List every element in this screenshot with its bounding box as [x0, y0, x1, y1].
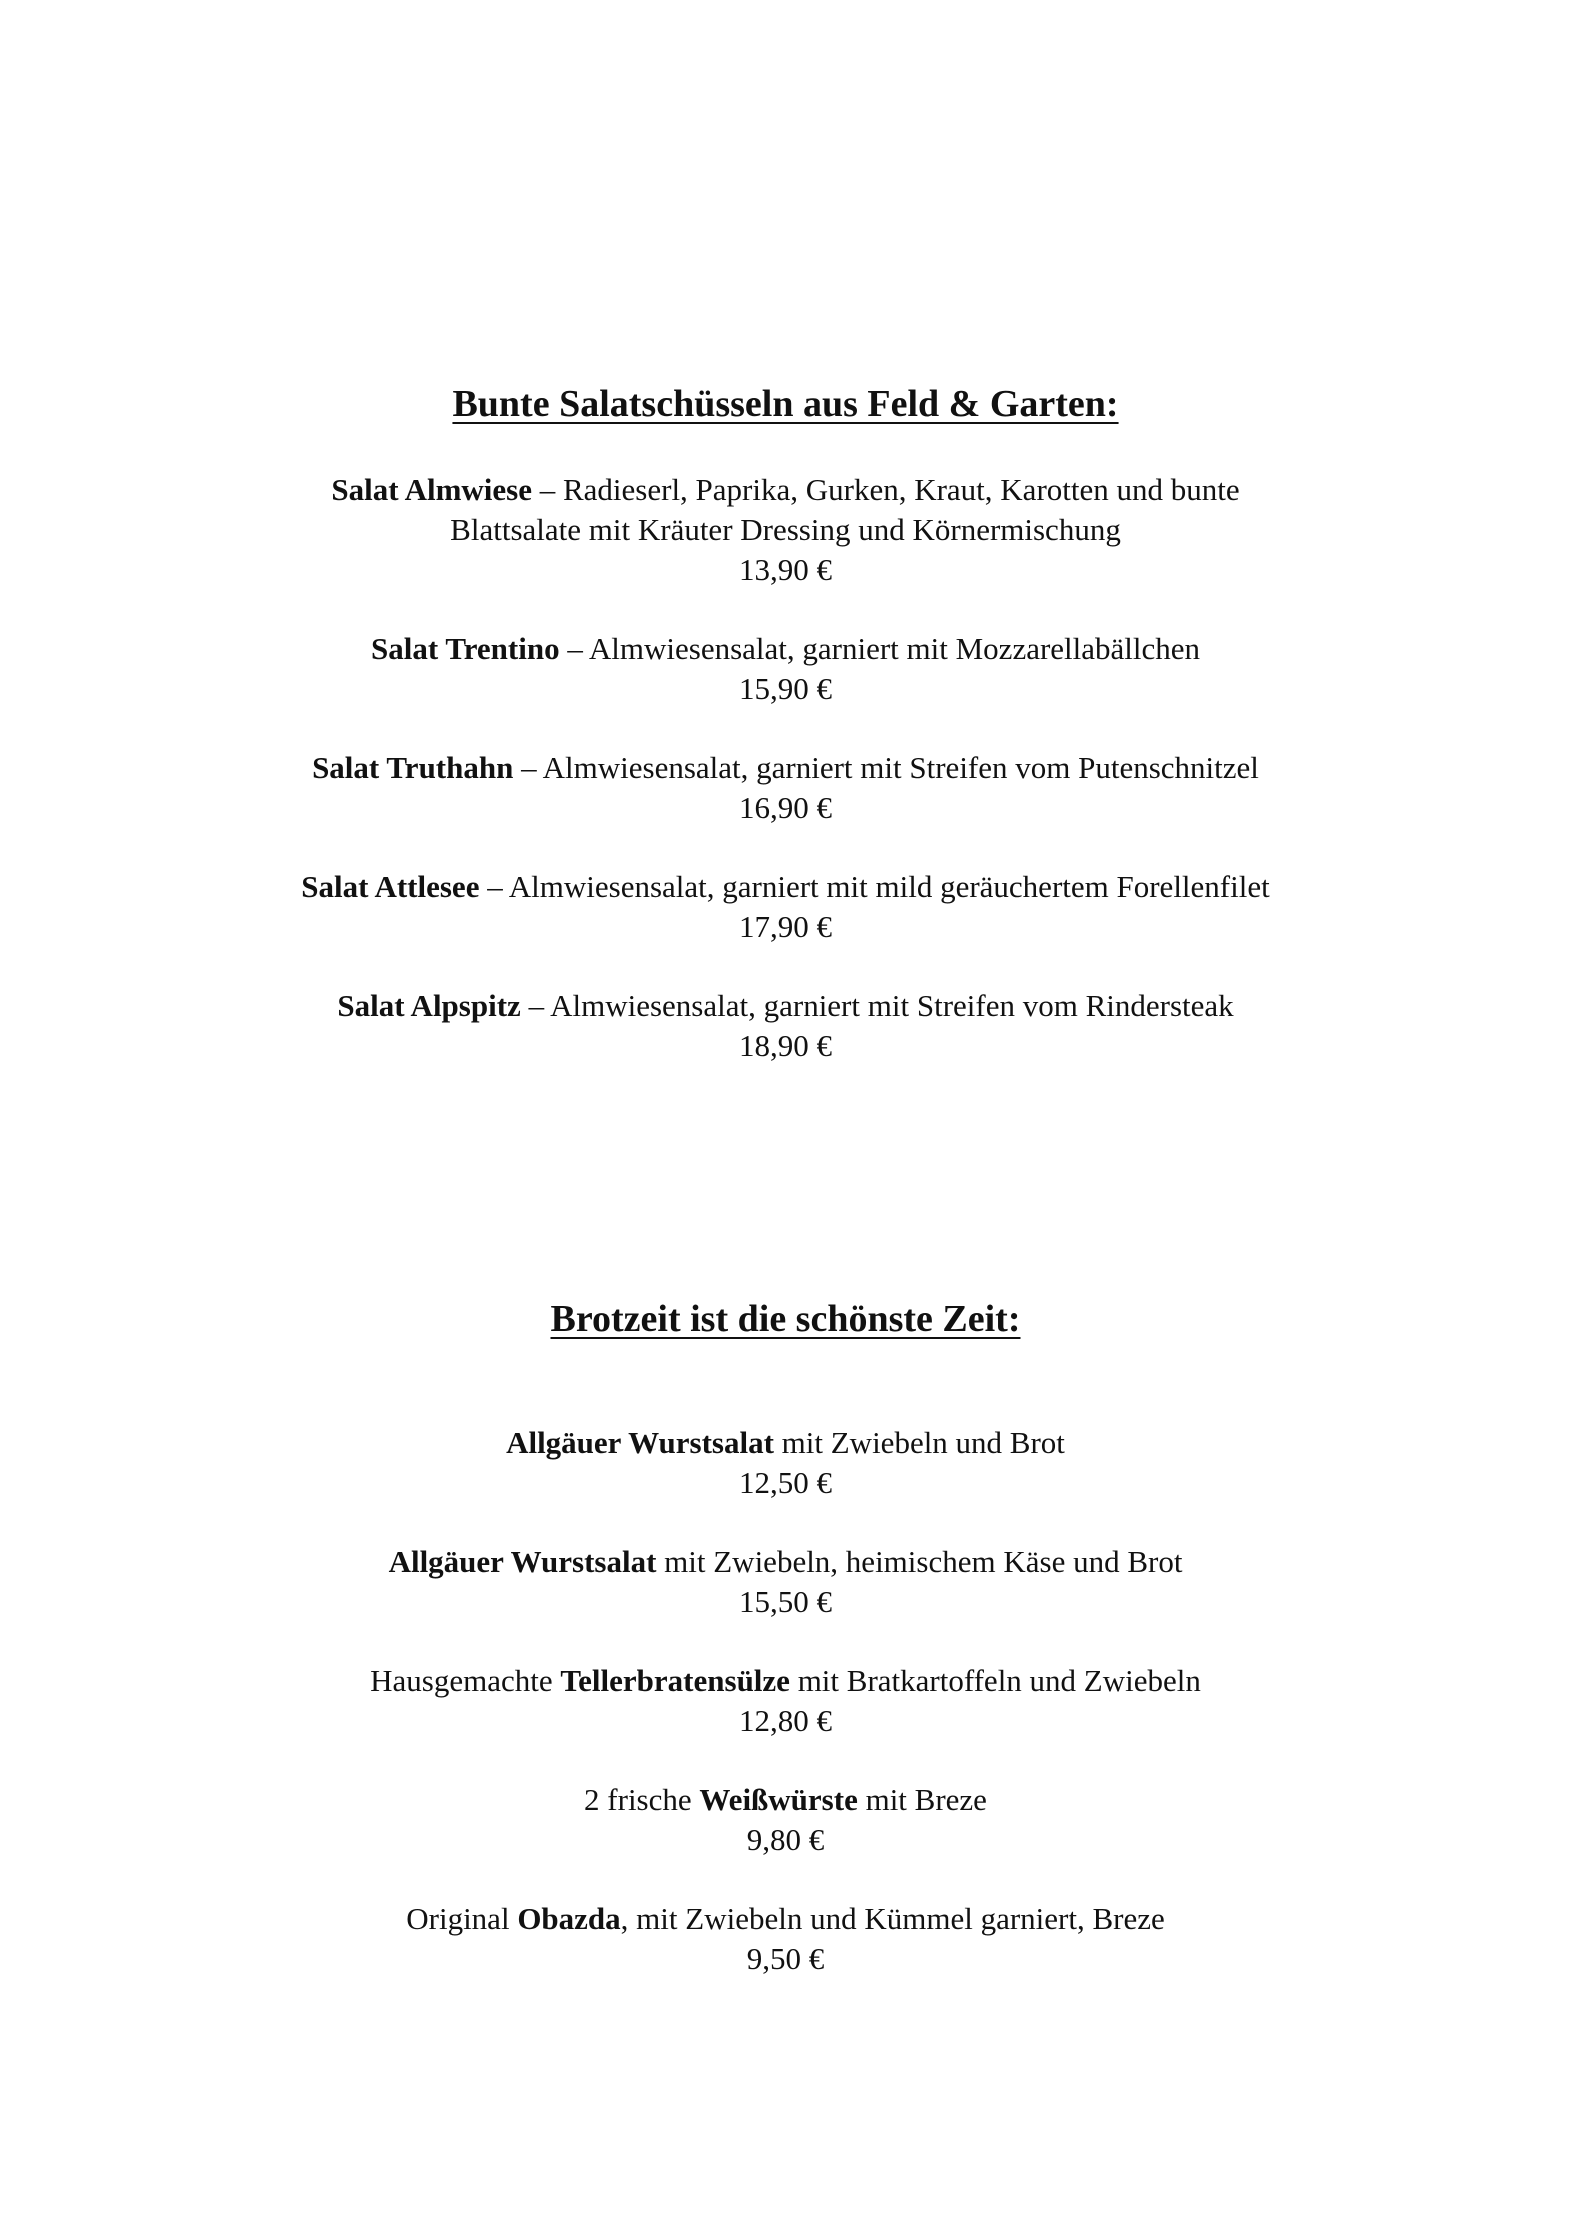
menu-item-salat-alpspitz [0, 986, 1571, 1066]
menu-item-tellerbratensuelze [0, 1661, 1571, 1741]
salads-section [0, 380, 1571, 1105]
menu-item-wurstsalat-kaese [0, 1542, 1571, 1622]
item-description-line [0, 1780, 1571, 1820]
item-description-line [0, 1542, 1571, 1582]
item-price: 18,90 € [739, 1028, 832, 1063]
item-name: Salat Almwiese [331, 472, 532, 507]
item-description: – Almwiesensalat, garniert mit Streifen vom Rindersteak [520, 988, 1234, 1023]
brotzeit-heading: Brotzeit ist die schönste Zeit: [550, 1298, 1021, 1340]
item-name: Weißwürste [699, 1782, 858, 1817]
item-description: – Almwiesensalat, garniert mit Mozzarellabällchen [559, 631, 1201, 666]
item-name: Salat Alpspitz [337, 988, 521, 1023]
item-name: Salat Attlesee [301, 869, 480, 904]
item-description-line [0, 470, 1571, 510]
menu-item-weisswuerste [0, 1780, 1571, 1860]
item-name: Allgäuer Wurstsalat [388, 1544, 657, 1579]
item-name: Allgäuer Wurstsalat [506, 1425, 774, 1460]
item-description-line [0, 629, 1571, 669]
brotzeit-section [0, 1295, 1571, 2018]
item-name: Obazda [517, 1901, 621, 1936]
item-price: 17,90 € [739, 909, 832, 944]
item-name: Salat Truthahn [312, 750, 514, 785]
item-description-line: Blattsalate mit Kräuter Dressing und Körnermischung [450, 512, 1121, 547]
item-name: Salat Trentino [370, 631, 560, 666]
menu-item-obazda [0, 1899, 1571, 1979]
item-prefix: Original [406, 1901, 518, 1936]
item-name: Tellerbratensülze [560, 1663, 790, 1698]
item-price: 9,80 € [746, 1822, 825, 1857]
item-description-line [0, 867, 1571, 907]
item-description: – Almwiesensalat, garniert mit Streifen vom Putenschnitzel [513, 750, 1259, 785]
item-description: – Radieserl, Paprika, Gurken, Kraut, Karotten und bunte [531, 472, 1240, 507]
item-prefix: Hausgemachte [370, 1663, 561, 1698]
item-description-line [0, 986, 1571, 1026]
item-price: 12,50 € [739, 1465, 832, 1500]
menu-item-salat-truthahn [0, 748, 1571, 828]
salads-list [0, 470, 1571, 1066]
item-description: mit Breze [857, 1782, 987, 1817]
menu-item-wurstsalat [0, 1423, 1571, 1503]
item-description-line [0, 1423, 1571, 1463]
item-price: 12,80 € [739, 1703, 832, 1738]
salads-heading: Bunte Salatschüsseln aus Feld & Garten: [452, 383, 1119, 425]
item-price: 15,90 € [739, 671, 832, 706]
item-description: mit Zwiebeln, heimischem Käse und Brot [656, 1544, 1183, 1579]
item-description: , mit Zwiebeln und Kümmel garniert, Breze [620, 1901, 1165, 1936]
item-description: – Almwiesensalat, garniert mit mild geräuchertem Forellenfilet [479, 869, 1270, 904]
item-description-line [0, 748, 1571, 788]
brotzeit-list [0, 1423, 1571, 1979]
item-description-line [0, 1899, 1571, 1939]
item-price: 15,50 € [739, 1584, 832, 1619]
item-description: mit Zwiebeln und Brot [773, 1425, 1065, 1460]
item-price: 9,50 € [746, 1941, 825, 1976]
item-price: 13,90 € [739, 552, 832, 587]
menu-item-salat-trentino [0, 629, 1571, 709]
item-price: 16,90 € [739, 790, 832, 825]
menu-item-salat-attlesee [0, 867, 1571, 947]
menu-item-salat-almwiese [0, 470, 1571, 590]
item-description: mit Bratkartoffeln und Zwiebeln [789, 1663, 1201, 1698]
item-prefix: 2 frische [584, 1782, 700, 1817]
item-description-line [0, 1661, 1571, 1701]
